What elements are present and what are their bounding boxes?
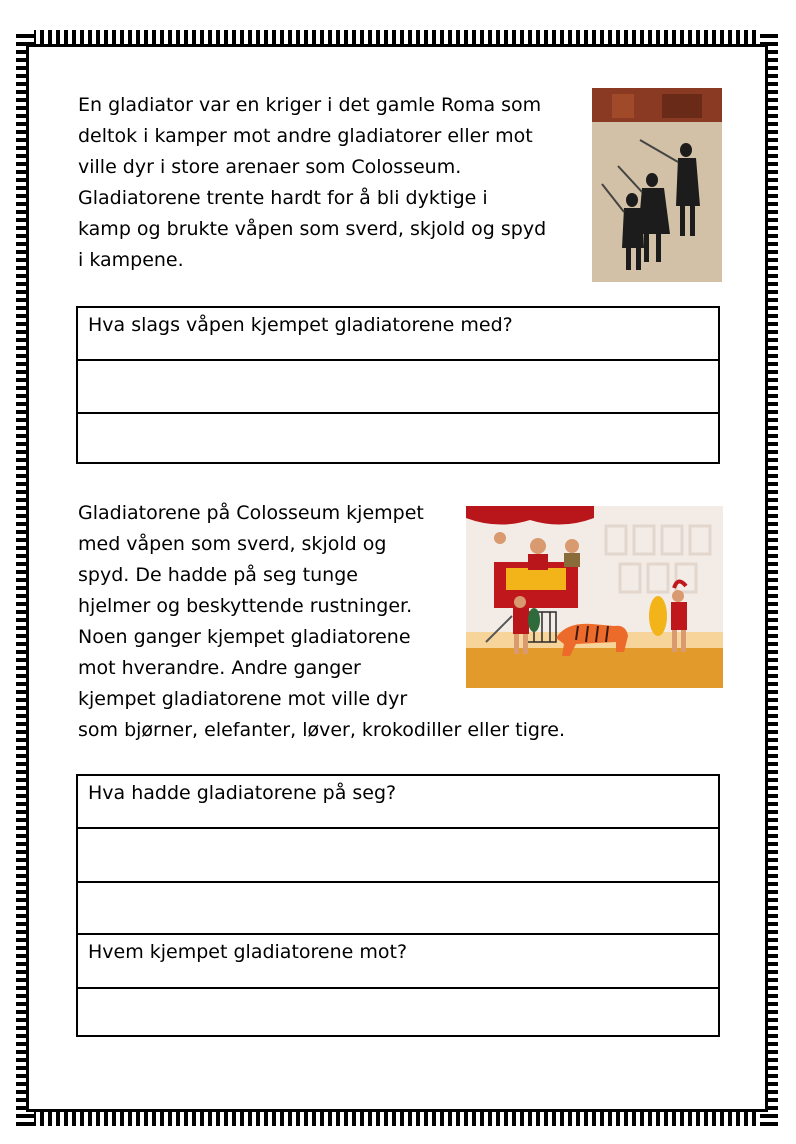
text-line: hjelmer og beskyttende rustninger. [78, 595, 413, 617]
arena-illustration [466, 506, 723, 688]
question-2-prompt: Hva hadde gladiatorene på seg? [78, 776, 718, 829]
question-3-prompt: Hvem kjempet gladiatorene mot? [78, 935, 718, 989]
text-line: i kampene. [78, 249, 184, 271]
answer-line[interactable] [78, 361, 718, 414]
gladiator-photo [592, 88, 722, 282]
answer-line[interactable] [78, 989, 718, 1037]
text-line: Gladiatorene på Colosseum kjempet [78, 502, 424, 524]
text-line: mot hverandre. Andre ganger [78, 657, 361, 679]
answer-line[interactable] [78, 883, 718, 935]
question-2-3-table [76, 774, 720, 1037]
text-line: kjempet gladiatorene mot ville dyr [78, 688, 408, 710]
question-1-prompt: Hva slags våpen kjempet gladiatorene med? [78, 308, 718, 361]
text-line: spyd. De hadde på seg tunge [78, 564, 358, 586]
answer-line[interactable] [78, 829, 718, 883]
answer-line[interactable] [78, 414, 718, 462]
text-line: som bjørner, elefanter, løver, krokodiller eller tigre. [78, 719, 566, 741]
text-line: Noen ganger kjempet gladiatorene [78, 626, 411, 648]
text-line: deltok i kamper mot andre gladiatorer eller mot [78, 125, 533, 147]
text-line: ville dyr i store arenaer som Colosseum. [78, 156, 462, 178]
text-line: Gladiatorene trente hardt for å bli dyktige i [78, 187, 488, 209]
text-line: En gladiator var en kriger i det gamle Roma som [78, 94, 542, 116]
question-1-table [76, 306, 720, 464]
intro-paragraph [78, 90, 546, 276]
text-line: med våpen som sverd, skjold og [78, 533, 387, 555]
text-line: kamp og brukte våpen som sverd, skjold og spyd [78, 218, 547, 240]
